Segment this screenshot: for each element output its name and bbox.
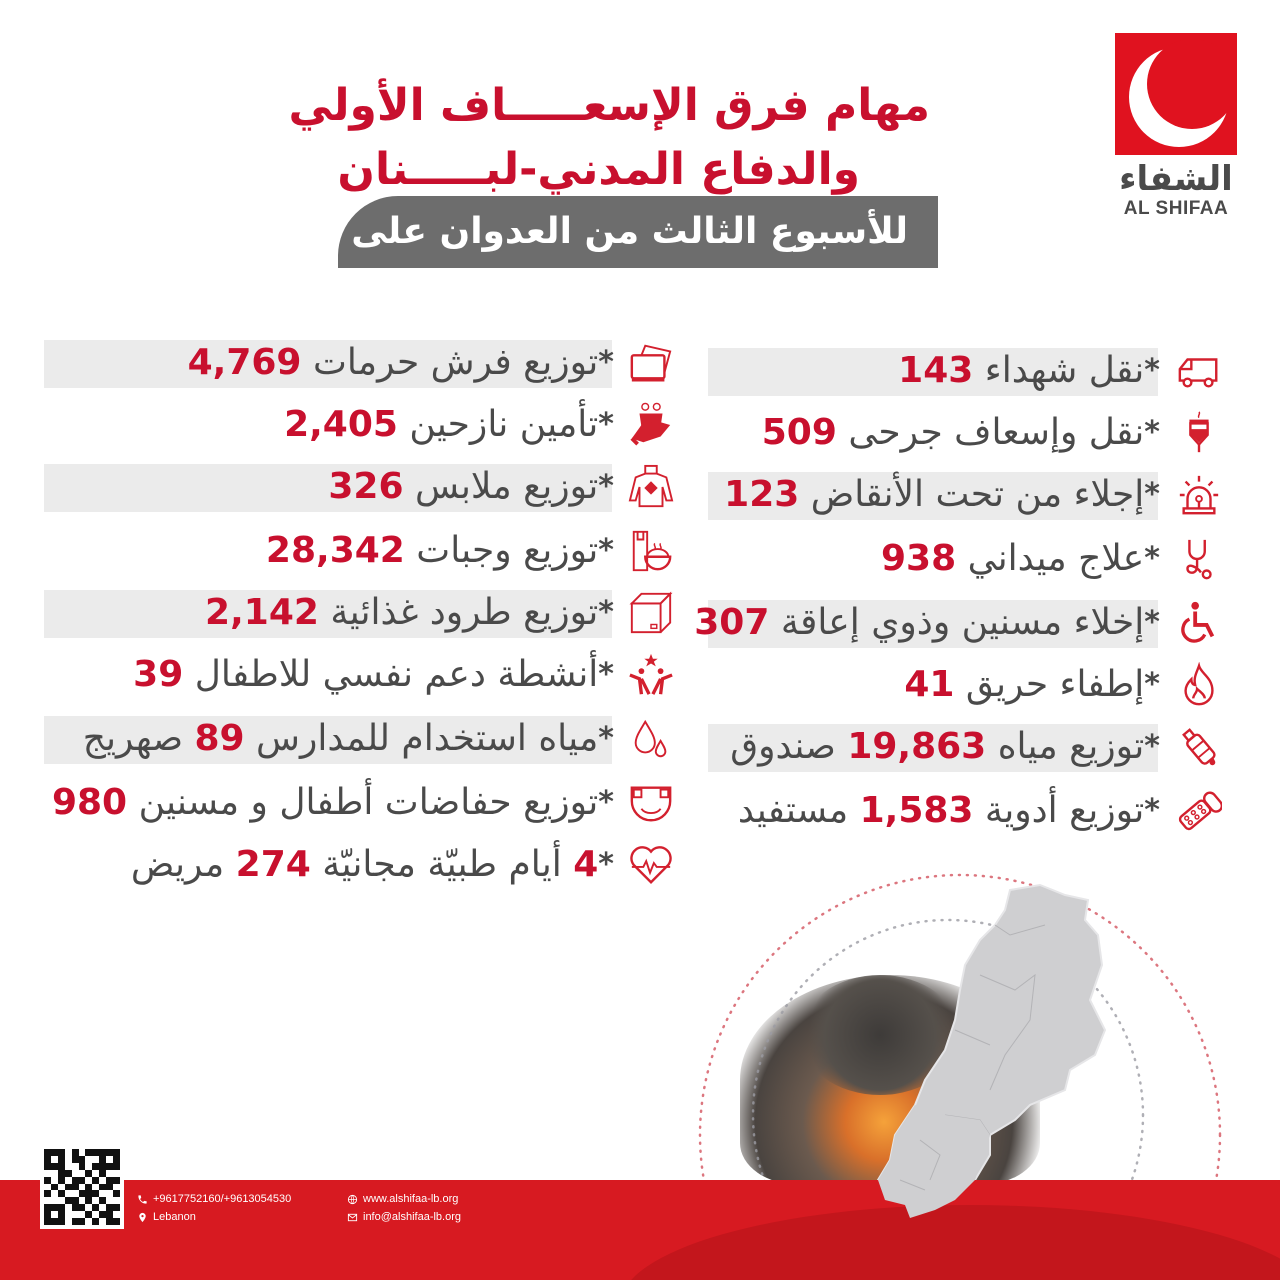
stat-label: توزيع طرود غذائية [330, 592, 599, 633]
diaper-icon [628, 780, 674, 826]
envelope-icon [347, 1212, 358, 1223]
stat-label: إجلاء من تحت الأنقاض [810, 474, 1145, 515]
bullet-asterisk: * [598, 721, 614, 756]
stat-value: 2,405 [284, 404, 398, 445]
bullet-asterisk: * [598, 847, 614, 882]
footer-contact-left [137, 1190, 291, 1226]
bullet-asterisk: * [1144, 729, 1160, 764]
bullet-asterisk: * [598, 595, 614, 630]
website-line [347, 1190, 461, 1208]
website-link[interactable]: www.alshifaa-lb.org [363, 1193, 459, 1205]
title-line-2: والدفاع المدني-لبـــــنان [337, 144, 860, 195]
stat-label: علاج ميداني [967, 538, 1145, 579]
stat-text [131, 838, 614, 892]
title-line-1: مهام فرق الإسعـــــاف الأولي [288, 80, 930, 131]
stat-prefix-value: 4 [573, 844, 599, 885]
stat-value: 89 [194, 718, 245, 759]
stat-text [52, 776, 614, 830]
stat-value: 938 [880, 538, 957, 579]
bullet-asterisk: * [598, 345, 614, 380]
stat-value: 509 [761, 412, 837, 453]
location-line [137, 1208, 291, 1226]
phone-number[interactable]: +9617752160/+9613054530 [153, 1193, 292, 1205]
children-celebration-icon [628, 652, 674, 698]
stat-value: 41 [904, 664, 955, 705]
stat-label: توزيع مياه [997, 726, 1145, 767]
al-shifaa-logo [1115, 33, 1237, 219]
logo-arabic-name: الشفاء [1119, 159, 1233, 199]
bullet-asterisk: * [598, 469, 614, 504]
stat-label: توزيع فرش حرمات [312, 342, 599, 383]
water-drops-icon [628, 716, 674, 762]
bullet-asterisk: * [598, 407, 614, 442]
stat-text [205, 586, 614, 640]
stat-unit: صندوق [730, 726, 836, 767]
stat-text [266, 524, 614, 578]
logo-english-name: AL SHIFAA [1123, 198, 1229, 219]
bullet-asterisk: * [1144, 415, 1160, 450]
stat-row [0, 776, 1280, 830]
blanket-icon [628, 340, 674, 386]
box-icon [628, 590, 674, 636]
stat-text [188, 336, 614, 390]
sweater-icon [628, 464, 674, 510]
stat-label: نقل شهداء [984, 350, 1145, 391]
qr-code[interactable] [40, 1145, 124, 1229]
stat-row [0, 524, 1280, 578]
stat-text [284, 398, 614, 452]
location-text: Lebanon [153, 1211, 196, 1223]
stat-value: 2,142 [205, 592, 319, 633]
stat-row [0, 336, 1280, 390]
stat-value: 123 [724, 474, 800, 515]
stat-text [133, 648, 614, 702]
bullet-asterisk: * [598, 657, 614, 692]
stat-text [328, 460, 614, 514]
stat-value: 4,769 [187, 342, 302, 383]
stat-label: توزيع حفاضات أطفال و مسنين [138, 782, 599, 823]
stat-unit: مستفيد [737, 790, 849, 831]
stat-label: أنشطة دعم نفسي للاطفال [194, 654, 599, 695]
bullet-asterisk: * [1144, 541, 1160, 576]
stat-value: 326 [328, 466, 404, 507]
bullet-asterisk: * [598, 785, 614, 820]
stat-row [0, 712, 1280, 766]
stat-text [83, 712, 614, 766]
stat-value: 980 [51, 782, 128, 823]
bullet-asterisk: * [1144, 605, 1160, 640]
stat-label: توزيع وجبات [416, 530, 599, 571]
stat-label: إطفاء حريق [965, 664, 1145, 705]
stat-value: 39 [133, 654, 184, 695]
email-line [347, 1208, 461, 1226]
stat-value: 307 [694, 602, 770, 643]
stat-value: 143 [898, 350, 974, 391]
stat-label: تأمين نازحين [409, 404, 599, 445]
stat-label: نقل وإسعاف جرحى [848, 412, 1145, 453]
meal-bowl-icon [628, 528, 674, 574]
stat-value: 19,863 [847, 726, 987, 767]
stat-value: 28,342 [265, 530, 405, 571]
location-pin-icon [137, 1212, 148, 1223]
stat-row [0, 648, 1280, 702]
bullet-asterisk: * [1144, 793, 1160, 828]
bullet-asterisk: * [598, 533, 614, 568]
helping-hand-family-icon [628, 402, 674, 448]
bullet-asterisk: * [1144, 353, 1160, 388]
stat-label: توزيع ملابس [414, 466, 599, 507]
heartbeat-icon [628, 842, 674, 888]
phone-line [137, 1190, 291, 1208]
stat-value: 1,583 [859, 790, 974, 831]
stat-label: توزيع أدوية [984, 790, 1145, 831]
phone-icon [137, 1194, 148, 1205]
stat-label: إخلاء مسنين وذوي إعاقة [780, 602, 1145, 643]
stat-value: 274 [235, 844, 311, 885]
subtitle-text: للأسبوع الثالث من العدوان على لبنان [251, 211, 908, 252]
stat-row [0, 398, 1280, 452]
stat-unit: مريض [130, 844, 225, 885]
bullet-asterisk: * [1144, 667, 1160, 702]
email-link[interactable]: info@alshifaa-lb.org [363, 1211, 461, 1223]
globe-icon [347, 1194, 358, 1205]
stat-unit: صهريج [82, 718, 184, 759]
bullet-asterisk: * [1144, 477, 1160, 512]
stat-label: أيام طبيّة مجانيّة [322, 844, 562, 885]
stat-row [0, 586, 1280, 640]
footer-contact-right [347, 1190, 461, 1226]
stat-row [0, 460, 1280, 514]
stat-label: مياه استخدام للمدارس [256, 718, 599, 759]
crescent-icon [1115, 33, 1237, 155]
